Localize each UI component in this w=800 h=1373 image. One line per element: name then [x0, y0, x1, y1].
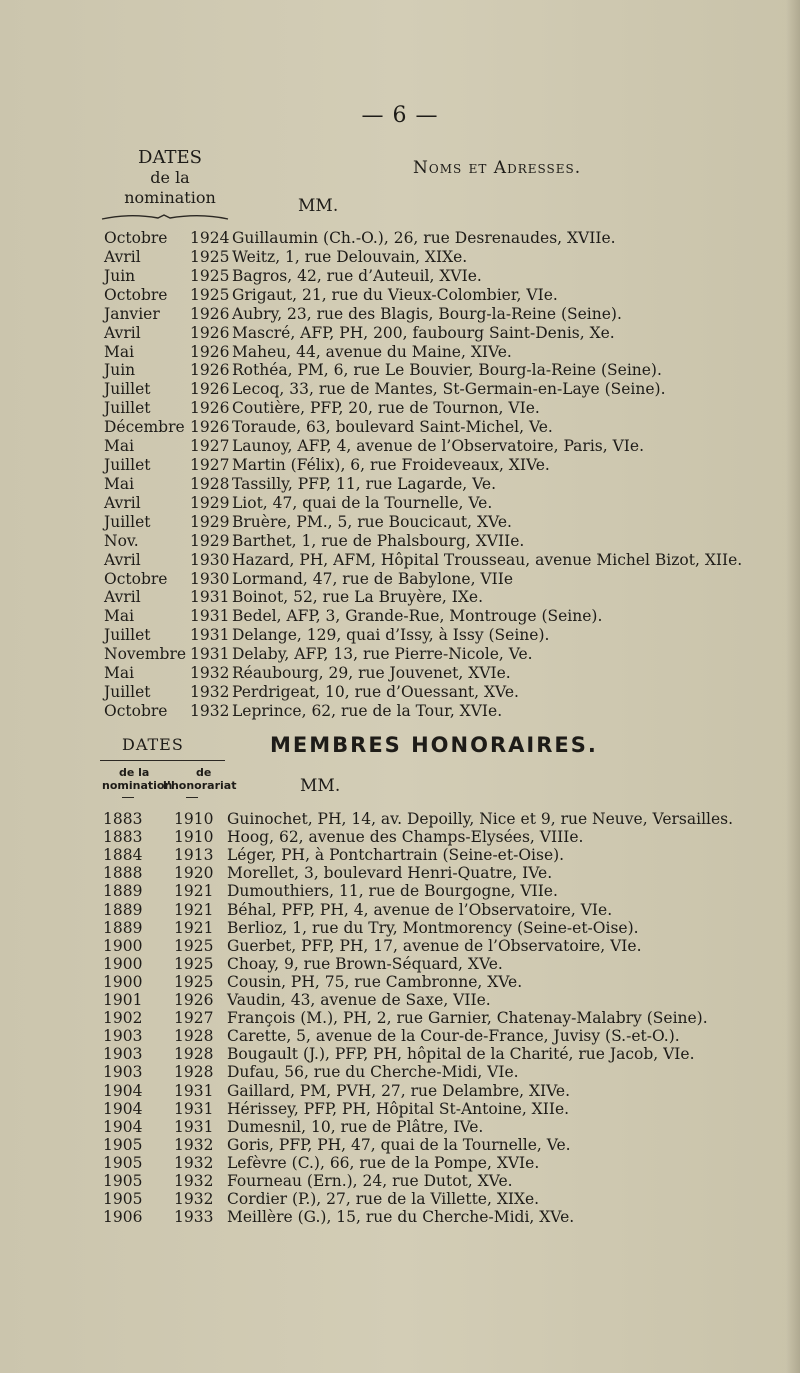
dates-header-line-3: nomination: [124, 188, 216, 207]
honorary-entry: Dumesnil, 10, rue de Plâtre, IVe.: [227, 1117, 484, 1136]
honorariat-year: 1925: [174, 972, 214, 991]
member-month: Mai: [104, 342, 135, 361]
member-year: 1924: [190, 229, 230, 247]
nomination-year: 1889: [103, 900, 143, 919]
member-entry: Rothéa, PM, 6, rue Le Bouvier, Bourg-la-Reine (Seine).: [232, 361, 662, 380]
member-month: Juillet: [104, 626, 151, 645]
member-entry: Guillaumin (Ch.-O.), 26, rue Desrenaudes, XVIIe.: [232, 229, 616, 247]
member-year: 1927: [190, 437, 230, 456]
member-entry: Delange, 129, quai d’Issy, à Issy (Seine).: [232, 626, 550, 645]
member-month: Juillet: [104, 399, 151, 418]
honorariat-year: 1931: [174, 1099, 214, 1118]
honorariat-year: 1928: [174, 1063, 214, 1082]
nomination-year: 1888: [103, 864, 143, 883]
nomination-year: 1904: [103, 1099, 143, 1118]
nomination-year: 1883: [103, 828, 143, 847]
honorary-entry: Carette, 5, avenue de la Cour-de-France, Juvisy (S.-et-O.).: [227, 1027, 680, 1046]
nomination-year: 1903: [103, 1063, 143, 1082]
nomination-year: 1900: [103, 936, 143, 955]
member-year: 1929: [190, 531, 230, 550]
honorary-entry: Lefèvre (C.), 66, rue de la Pompe, XVIe.: [227, 1153, 540, 1172]
member-year: 1932: [190, 664, 230, 683]
member-entry: Launoy, AFP, 4, avenue de l’Observatoire, Paris, VIe.: [232, 437, 645, 456]
member-year: 1932: [190, 683, 230, 702]
honorary-entry: Cousin, PH, 75, rue Cambronne, XVe.: [227, 972, 523, 991]
member-entry: Perdrigeat, 10, rue d’Ouessant, XVe.: [232, 683, 519, 702]
sub-header-left-1: de la: [119, 766, 150, 779]
nomination-year: 1901: [103, 991, 143, 1009]
page-number: — 6 —: [361, 103, 439, 128]
honorary-entry: Goris, PFP, PH, 47, quai de la Tournelle, Ve.: [227, 1135, 571, 1154]
honorariat-year: 1931: [174, 1117, 214, 1136]
member-year: 1927: [190, 456, 230, 475]
member-entry: Leprince, 62, rue de la Tour, XVIe.: [232, 702, 503, 720]
member-month: Nov.: [104, 531, 139, 550]
member-year: 1930: [190, 550, 230, 569]
honorariat-year: 1921: [174, 918, 214, 937]
page-edge-shadow: [786, 0, 800, 1373]
names-header: Noms et Adresses.: [413, 158, 582, 178]
member-month: Juillet: [104, 380, 151, 399]
member-year: 1926: [190, 304, 230, 323]
sub-dash-right: [186, 797, 198, 798]
honorary-entry: Dufau, 56, rue du Cherche-Midi, VIe.: [227, 1063, 519, 1082]
member-month: Mai: [104, 437, 135, 456]
member-month: Mai: [104, 607, 135, 626]
honorary-entry: François (M.), PH, 2, rue Garnier, Chatenay-Malabry (Seine).: [227, 1009, 708, 1028]
honorariat-year: 1928: [174, 1027, 214, 1046]
member-entry: Aubry, 23, rue des Blagis, Bourg-la-Reine (Seine).: [232, 304, 622, 323]
honorary-entry: Choay, 9, rue Brown-Séquard, XVe.: [227, 954, 503, 973]
nomination-year: 1889: [103, 918, 143, 937]
nomination-year: 1903: [103, 1045, 143, 1064]
member-year: 1931: [190, 626, 230, 645]
member-entry: Lecoq, 33, rue de Mantes, St-Germain-en-Laye (Seine).: [232, 380, 666, 399]
honorary-entry: Léger, PH, à Pontchartrain (Seine-et-Oise).: [227, 846, 565, 865]
member-month: Avril: [104, 493, 141, 512]
member-month: Octobre: [104, 229, 168, 247]
honorary-entry: Bougault (J.), PFP, PH, hôpital de la Charité, rue Jacob, VIe.: [227, 1045, 695, 1064]
honorary-entry: Hérissey, PFP, PH, Hôpital St-Antoine, XIIe.: [227, 1099, 570, 1118]
member-entry: Maheu, 44, avenue du Maine, XIVe.: [232, 342, 512, 361]
honorary-entry: Gaillard, PM, PVH, 27, rue Delambre, XIVe.: [227, 1081, 571, 1100]
header-rule: [100, 760, 225, 761]
member-entry: Tassilly, PFP, 11, rue Lagarde, Ve.: [232, 474, 497, 493]
member-year: 1925: [190, 266, 230, 285]
sub-header-right-2: l’honorariat: [163, 779, 237, 792]
member-month: Juillet: [104, 456, 151, 475]
honorary-entry: Vaudin, 43, avenue de Saxe, VIIe.: [227, 991, 491, 1009]
honorariat-year: 1932: [174, 1172, 214, 1190]
member-year: 1929: [190, 493, 230, 512]
member-month: Avril: [104, 323, 141, 342]
honorariat-year: 1932: [174, 1190, 214, 1209]
honorariat-year: 1925: [174, 936, 214, 955]
member-entry: Lormand, 47, rue de Babylone, VIIe: [232, 569, 514, 588]
honorariat-year: 1928: [174, 1045, 214, 1064]
member-entry: Réaubourg, 29, rue Jouvenet, XVIe.: [232, 664, 511, 683]
nomination-year: 1905: [103, 1190, 143, 1209]
mm-label: MM.: [298, 196, 339, 216]
member-entry: Martin (Félix), 6, rue Froideveaux, XIVe.: [232, 456, 550, 475]
member-year: 1930: [190, 569, 230, 588]
member-year: 1932: [190, 702, 230, 720]
member-month: Octobre: [104, 702, 168, 720]
honorariat-year: 1910: [174, 810, 214, 828]
nomination-year: 1883: [103, 810, 143, 828]
sub-header-left-2: nomination: [102, 779, 173, 792]
honorary-entry: Dumouthiers, 11, rue de Bourgogne, VIIe.: [227, 882, 558, 901]
member-entry: Hazard, PH, AFM, Hôpital Trousseau, avenue Michel Bizot, XIIe.: [232, 550, 743, 569]
member-year: 1931: [190, 645, 230, 664]
member-entry: Bruère, PM., 5, rue Boucicaut, XVe.: [232, 512, 512, 531]
mm-label-honorary: MM.: [300, 776, 341, 796]
sub-dash-left: [122, 797, 134, 798]
honorary-entry: Béhal, PFP, PH, 4, avenue de l’Observatoire, VIe.: [227, 900, 613, 919]
member-month: Octobre: [104, 569, 168, 588]
nomination-year: 1905: [103, 1135, 143, 1154]
honorariat-year: 1910: [174, 828, 214, 847]
honorariat-year: 1925: [174, 954, 214, 973]
honorariat-year: 1932: [174, 1135, 214, 1154]
nomination-year: 1904: [103, 1081, 143, 1100]
member-month: Octobre: [104, 285, 168, 304]
member-entry: Weitz, 1, rue Delouvain, XIXe.: [232, 247, 468, 266]
member-year: 1926: [190, 361, 230, 380]
member-entry: Boinot, 52, rue La Bruyère, IXe.: [232, 588, 484, 607]
honorary-entry: Guerbet, PFP, PH, 17, avenue de l’Observatoire, VIe.: [227, 936, 642, 955]
honorary-title: MEMBRES HONORAIRES.: [270, 733, 598, 757]
member-entry: Mascré, AFP, PH, 200, faubourg Saint-Denis, Xe.: [232, 323, 615, 342]
honorary-entry: Hoog, 62, avenue des Champs-Elysées, VIIIe.: [227, 828, 584, 847]
nomination-year: 1900: [103, 954, 143, 973]
member-month: Novembre: [104, 645, 187, 664]
honorary-entry: Fourneau (Ern.), 24, rue Dutot, XVe.: [227, 1172, 513, 1190]
member-month: Janvier: [104, 304, 160, 323]
member-year: 1926: [190, 342, 230, 361]
member-entry: Toraude, 63, boulevard Saint-Michel, Ve.: [232, 418, 553, 437]
honorariat-year: 1921: [174, 900, 214, 919]
member-year: 1928: [190, 474, 230, 493]
honorariat-year: 1926: [174, 991, 214, 1009]
member-entry: Bagros, 42, rue d’Auteuil, XVIe.: [232, 266, 482, 285]
member-entry: Liot, 47, quai de la Tournelle, Ve.: [232, 493, 493, 512]
member-entry: Barthet, 1, rue de Phalsbourg, XVIIe.: [232, 531, 525, 550]
member-month: Avril: [104, 588, 141, 607]
member-year: 1926: [190, 399, 230, 418]
nomination-year: 1905: [103, 1172, 143, 1190]
honorariat-year: 1932: [174, 1153, 214, 1172]
member-month: Avril: [104, 247, 141, 266]
member-entry: Grigaut, 21, rue du Vieux-Colombier, VIe.: [232, 285, 558, 304]
member-year: 1931: [190, 588, 230, 607]
member-month: Juillet: [104, 512, 151, 531]
honorariat-year: 1920: [174, 864, 214, 883]
member-month: Mai: [104, 664, 135, 683]
nomination-year: 1884: [103, 846, 143, 865]
dates-header-line-1: DATES: [138, 147, 202, 168]
member-month: Mai: [104, 474, 135, 493]
honorary-entry: Guinochet, PH, 14, av. Depoilly, Nice et 9, rue Neuve, Versailles.: [227, 810, 734, 828]
nomination-year: 1906: [103, 1208, 143, 1227]
nomination-year: 1903: [103, 1027, 143, 1046]
member-entry: Bedel, AFP, 3, Grande-Rue, Montrouge (Seine).: [232, 607, 603, 626]
nomination-year: 1902: [103, 1009, 143, 1028]
member-entry: Coutière, PFP, 20, rue de Tournon, VIe.: [232, 399, 540, 418]
member-month: Juin: [104, 266, 136, 285]
honorariat-year: 1913: [174, 846, 214, 865]
member-month: Avril: [104, 550, 141, 569]
honorariat-year: 1927: [174, 1009, 214, 1028]
member-year: 1925: [190, 285, 230, 304]
swash-ornament: [100, 211, 230, 223]
dates-header-line-2: de la: [150, 168, 190, 187]
member-year: 1926: [190, 418, 230, 437]
member-month: Juin: [104, 361, 136, 380]
sub-header-right-1: de: [196, 766, 212, 779]
honorariat-year: 1921: [174, 882, 214, 901]
honorary-entry: Morellet, 3, boulevard Henri-Quatre, IVe.: [227, 864, 553, 883]
honorary-entry: Berlioz, 1, rue du Try, Montmorency (Seine-et-Oise).: [227, 918, 639, 937]
member-month: Décembre: [104, 418, 185, 437]
honorary-dates-header: DATES: [122, 735, 184, 754]
member-entry: Delaby, AFP, 13, rue Pierre-Nicole, Ve.: [232, 645, 533, 664]
member-year: 1926: [190, 323, 230, 342]
nomination-year: 1889: [103, 882, 143, 901]
member-year: 1931: [190, 607, 230, 626]
dates-header: [100, 148, 240, 208]
honorary-entry: Meillère (G.), 15, rue du Cherche-Midi, XVe.: [227, 1208, 575, 1227]
honorariat-year: 1931: [174, 1081, 214, 1100]
member-year: 1926: [190, 380, 230, 399]
nomination-year: 1905: [103, 1153, 143, 1172]
honorariat-year: 1933: [174, 1208, 214, 1227]
nomination-year: 1904: [103, 1117, 143, 1136]
honorary-entry: Cordier (P.), 27, rue de la Villette, XIXe.: [227, 1190, 540, 1209]
member-year: 1929: [190, 512, 230, 531]
member-month: Juillet: [104, 683, 151, 702]
nomination-year: 1900: [103, 972, 143, 991]
member-year: 1925: [190, 247, 230, 266]
